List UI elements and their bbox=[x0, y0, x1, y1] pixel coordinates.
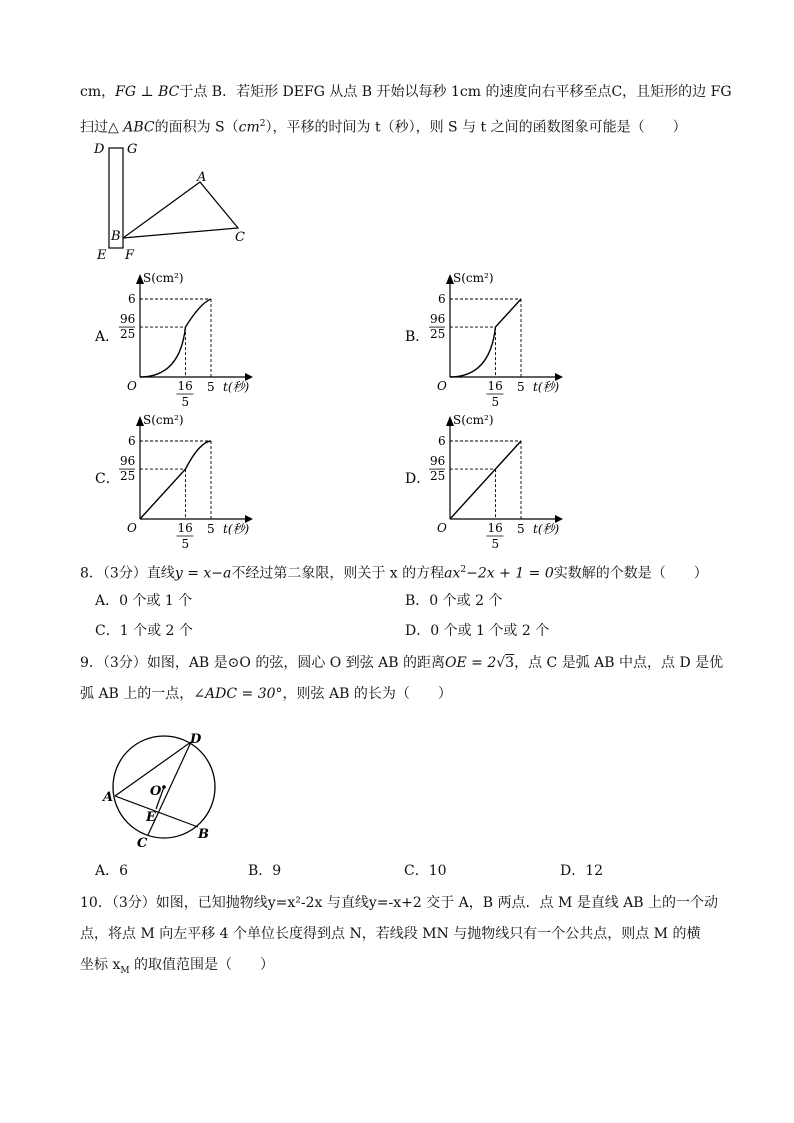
q7-text: 扫过 bbox=[80, 119, 108, 136]
x-tick-frac-num: 16 bbox=[487, 379, 503, 393]
q9-line1 bbox=[80, 653, 723, 673]
x-axis-label: t(秒) bbox=[533, 380, 560, 394]
q7-text: ），平移的时间为 t（秒），则 S 与 t 之间的函数图象可能是（ ） bbox=[265, 119, 687, 136]
q9-option-d[interactable]: D．12 bbox=[560, 863, 604, 879]
q8-option-b[interactable]: B．0 个或 2 个 bbox=[405, 593, 503, 609]
label-c: C bbox=[235, 230, 245, 245]
origin-label: O bbox=[127, 521, 137, 535]
x-tick-frac-num: 16 bbox=[177, 521, 193, 535]
q8-math: y = x−a bbox=[174, 565, 232, 582]
series-line bbox=[140, 441, 211, 519]
sqrt-symbol: √ bbox=[496, 655, 506, 671]
q7-line1 bbox=[80, 82, 732, 102]
q7-math: FG ⊥ BC bbox=[115, 84, 180, 100]
q7-line2 bbox=[80, 114, 687, 138]
y-axis-label: S(cm²) bbox=[143, 413, 184, 427]
q8-text: 实数解的个数是（ ） bbox=[553, 565, 708, 582]
q9-figure bbox=[98, 730, 228, 855]
origin-label: O bbox=[127, 379, 137, 393]
series-line bbox=[450, 441, 521, 519]
q8-stem bbox=[80, 560, 708, 584]
x-tick-frac-num: 16 bbox=[487, 521, 503, 535]
x-tick-5: 5 bbox=[517, 380, 525, 394]
q10-text: 坐标 x bbox=[80, 957, 121, 973]
y-tick-frac-num: 96 bbox=[430, 312, 446, 327]
x-tick-5: 5 bbox=[207, 380, 215, 394]
y-tick-6: 6 bbox=[128, 292, 136, 306]
origin-label: O bbox=[437, 521, 447, 535]
y-tick-frac-den: 25 bbox=[120, 327, 136, 342]
q9-math: ∠ADC = 30° bbox=[193, 686, 283, 702]
option-letter: C． bbox=[95, 471, 120, 487]
q9-math: OE = 2 bbox=[445, 655, 497, 671]
q7-option-c-graph[interactable] bbox=[95, 410, 270, 550]
y-tick-frac-den: 25 bbox=[430, 469, 446, 484]
q7-text: cm， bbox=[80, 84, 116, 100]
q7-text: 的面积为 S（ bbox=[154, 119, 239, 136]
q9-text: ，则弦 AB 的长为（ ） bbox=[282, 686, 452, 702]
q7-text: 于点 B．若矩形 DEFG 从点 B 开始以每秒 1cm 的速度向右平移至点C，且矩形的边 FG bbox=[179, 84, 732, 100]
q7-figure bbox=[88, 138, 268, 266]
center-dot bbox=[162, 785, 166, 789]
x-axis-label: t(秒) bbox=[533, 522, 560, 536]
q10-sub: M bbox=[120, 965, 130, 976]
series-line bbox=[140, 299, 211, 377]
label-g: G bbox=[127, 142, 138, 157]
label-e: E bbox=[146, 810, 156, 825]
y-tick-frac-num: 96 bbox=[430, 454, 446, 469]
label-d: D bbox=[94, 142, 105, 157]
q8-option-c[interactable]: C．1 个或 2 个 bbox=[95, 623, 193, 639]
option-letter: A． bbox=[95, 329, 120, 345]
x-tick-frac-den: 5 bbox=[491, 537, 500, 550]
label-e: E bbox=[97, 248, 107, 263]
q9-sqrt-value: 3 bbox=[505, 655, 515, 671]
q8-text: 8．（3分）直线 bbox=[80, 565, 175, 582]
q9-text: ，点 C 是弧 AB 中点，点 D 是优 bbox=[514, 655, 724, 671]
q9-option-b[interactable]: B．9 bbox=[248, 863, 282, 879]
q9-text: 弧 AB 上的一点， bbox=[80, 686, 194, 702]
q8-option-a[interactable]: A．0 个或 1 个 bbox=[95, 593, 193, 609]
q8-math: ax bbox=[444, 565, 461, 582]
label-c: C bbox=[137, 836, 148, 851]
q8-text: 不经过第二象限，则关于 x 的方程 bbox=[231, 565, 445, 582]
series-line bbox=[450, 299, 521, 377]
label-f: F bbox=[125, 248, 135, 263]
q10-text: 的取值范围是（ ） bbox=[129, 957, 275, 973]
q10-line1: 10．（3分）如图，已知抛物线y=x²-2x 与直线y=-x+2 交于 A，B 两点．点 M 是直线 AB 上的一个动 bbox=[80, 895, 719, 911]
x-tick-5: 5 bbox=[517, 522, 525, 536]
y-axis-label: S(cm²) bbox=[453, 271, 494, 285]
q10-line2: 点，将点 M 向左平移 4 个单位长度得到点 N，若线段 MN 与抛物线只有一个公共点，则点 M 的横 bbox=[80, 926, 701, 942]
x-tick-frac-den: 5 bbox=[181, 395, 190, 408]
label-b: B bbox=[198, 827, 209, 842]
x-axis-label: t(秒) bbox=[223, 380, 250, 394]
y-tick-frac-num: 96 bbox=[120, 312, 136, 327]
q7-option-a-graph[interactable] bbox=[95, 268, 270, 408]
x-tick-frac-den: 5 bbox=[181, 537, 190, 550]
q9-text: 9．（3分）如图，AB 是⊙O 的弦，圆心 O 到弦 AB 的距离 bbox=[80, 655, 445, 671]
y-tick-6: 6 bbox=[128, 434, 136, 448]
y-tick-frac-den: 25 bbox=[430, 327, 446, 342]
y-axis-label: S(cm²) bbox=[143, 271, 184, 285]
x-tick-frac-den: 5 bbox=[491, 395, 500, 408]
q8-math: −2x + 1 = 0 bbox=[466, 565, 554, 582]
q7-option-d-graph[interactable] bbox=[405, 410, 580, 550]
triangle-abc bbox=[123, 182, 238, 238]
option-letter: D． bbox=[405, 471, 431, 487]
q9-option-a[interactable]: A．6 bbox=[95, 863, 129, 879]
x-tick-frac-num: 16 bbox=[177, 379, 193, 393]
label-a: A bbox=[197, 170, 207, 185]
q8-sup: 2 bbox=[460, 565, 467, 575]
q9-option-c[interactable]: C．10 bbox=[404, 863, 447, 879]
y-tick-6: 6 bbox=[438, 292, 446, 306]
label-d: D bbox=[190, 732, 202, 747]
y-axis-label: S(cm²) bbox=[453, 413, 494, 427]
q7-sup: 2 bbox=[259, 119, 266, 129]
q7-math: cm bbox=[238, 119, 260, 136]
y-tick-frac-den: 25 bbox=[120, 469, 136, 484]
q7-option-b-graph[interactable] bbox=[405, 268, 580, 408]
label-b: B bbox=[111, 229, 121, 244]
option-letter: B． bbox=[405, 329, 430, 345]
label-a: A bbox=[103, 790, 114, 805]
q8-option-d[interactable]: D．0 个或 1 个或 2 个 bbox=[405, 623, 550, 639]
q9-line2 bbox=[80, 684, 452, 704]
y-tick-frac-num: 96 bbox=[120, 454, 136, 469]
origin-label: O bbox=[437, 379, 447, 393]
label-o: O bbox=[150, 784, 162, 799]
q7-math: △ ABC bbox=[108, 119, 155, 136]
x-tick-5: 5 bbox=[207, 522, 215, 536]
y-tick-6: 6 bbox=[438, 434, 446, 448]
x-axis-label: t(秒) bbox=[223, 522, 250, 536]
q10-line3 bbox=[80, 955, 274, 981]
